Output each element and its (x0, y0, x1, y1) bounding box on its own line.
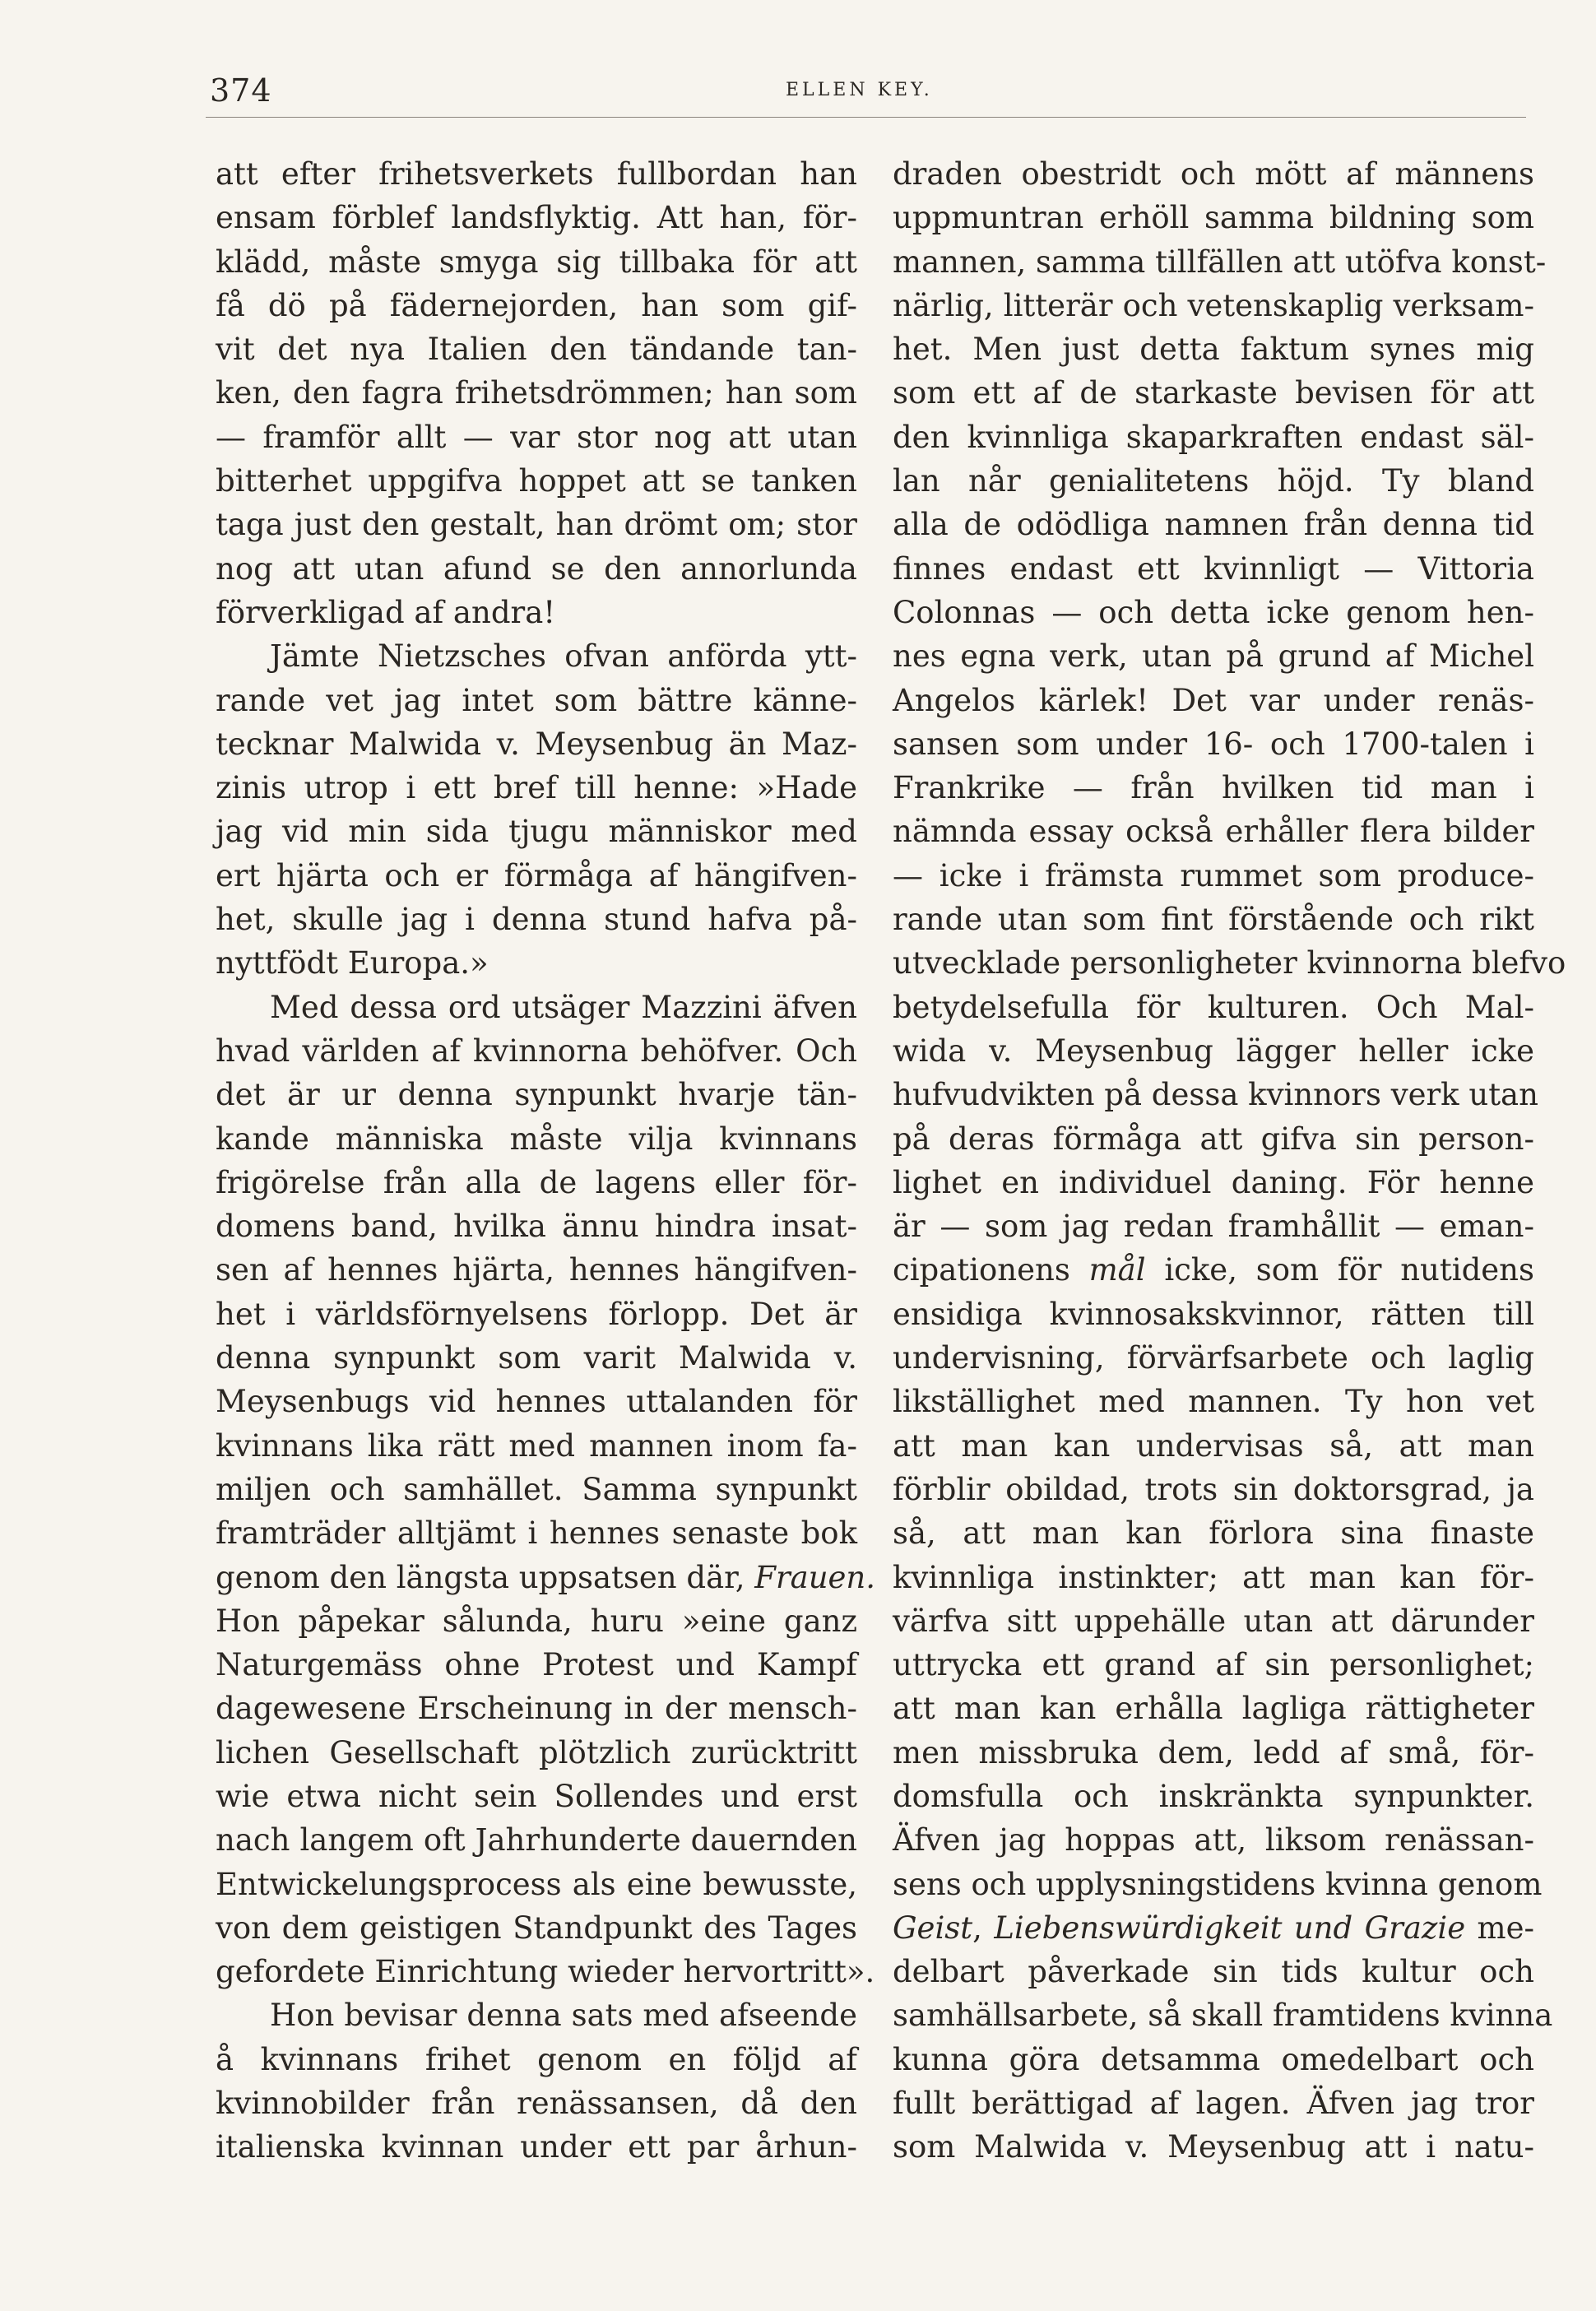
text-line (216, 1775, 857, 1818)
text-line (893, 1863, 1543, 1906)
text-line (216, 1906, 857, 1950)
text-line (216, 1468, 857, 1511)
text-segment: mannen, samma tillfällen att utöfva konst- (893, 244, 1547, 280)
text-segment: värfva sitt uppehälle utan att därunder (893, 1603, 1534, 1639)
text-segment: undervisning, förvärfsarbete och laglig (893, 1340, 1534, 1376)
text-line (216, 1556, 876, 1599)
text-line (893, 1336, 1534, 1380)
text-line (216, 1511, 857, 1555)
text-line (893, 1556, 1534, 1599)
italic-text: Liebenswürdigkeit und Grazie (994, 1910, 1466, 1946)
text-line (893, 986, 1534, 1029)
text-line (216, 1117, 857, 1161)
text-line (216, 1336, 857, 1380)
italic-text: Frauen. (754, 1559, 876, 1595)
text-line (216, 503, 857, 546)
text-line (893, 415, 1534, 459)
text-segment: denna synpunkt som varit Malwida v. (216, 1340, 857, 1376)
text-segment: Med dessa ord utsäger Mazzini äfven (270, 989, 857, 1025)
text-segment: betydelsefulla för kulturen. Och Mal- (893, 989, 1534, 1025)
text-segment: få dö på fädernejorden, han som gif- (216, 287, 857, 323)
left-column (216, 152, 876, 2169)
text-line (216, 941, 857, 985)
text-segment: utvecklade personligheter kvinnorna blefvo (893, 945, 1566, 981)
text-line (893, 1292, 1534, 1336)
text-segment: att efter frihetsverkets fullbordan han (216, 156, 857, 192)
text-segment: wida v. Meysenbug lägger heller icke (893, 1033, 1534, 1069)
text-line (216, 1292, 857, 1336)
text-line (216, 986, 857, 1029)
text-segment: ken, den fagra frihetsdrömmen; han som (216, 375, 857, 411)
text-segment: Entwickelungsprocess als eine bewusste, (216, 1866, 857, 1902)
text-line (893, 1424, 1534, 1468)
text-segment: förverkligad af andra! (216, 594, 556, 630)
text-line (893, 327, 1534, 371)
italic-text: Geist (893, 1910, 973, 1946)
text-line (893, 1993, 1553, 2037)
text-segment: så, att man kan förlora sina finaste (893, 1515, 1534, 1552)
text-segment: het. Men just detta faktum synes mig (893, 332, 1534, 368)
text-line (893, 679, 1534, 722)
text-segment: närlig, litterär och vetenskaplig verksam- (893, 287, 1534, 323)
text-segment: Hon påpekar sålunda, huru »eine ganz (216, 1603, 857, 1639)
text-segment: Colonnas — och detta icke genom hen- (893, 594, 1534, 630)
text-segment: hvad världen af kvinnorna behöfver. Och (216, 1033, 857, 1069)
text-segment: alla de odödliga namnen från denna tid (893, 507, 1534, 543)
text-segment: sen af hennes hjärta, hennes hängifven- (216, 1252, 857, 1288)
text-segment: klädd, måste smyga sig tillbaka för att (216, 244, 857, 280)
text-line (216, 1687, 857, 1730)
text-line (893, 1380, 1534, 1423)
text-segment: taga just den gestalt, han drömt om; stor (216, 507, 857, 543)
text-line (216, 2038, 857, 2081)
text-segment: Meysenbugs vid hennes uttalanden för (216, 1384, 857, 1420)
text-segment: Frankrike — från hvilken tid man i (893, 770, 1534, 806)
text-line (216, 1643, 857, 1687)
text-line (893, 1029, 1534, 1073)
text-line (893, 371, 1534, 415)
text-segment: sansen som under 16- och 1700-talen i (893, 726, 1534, 762)
text-line (893, 1599, 1534, 1643)
text-segment: kvinnobilder från renässansen, då den (216, 2086, 857, 2122)
text-line (216, 327, 857, 371)
text-segment: dagewesene Erscheinung in der mensch- (216, 1691, 857, 1727)
text-line (216, 2081, 857, 2125)
text-line (893, 152, 1534, 196)
text-segment: lan når genialitetens höjd. Ty bland (893, 463, 1534, 499)
text-line (893, 941, 1566, 985)
text-segment: fullt berättigad af lagen. Äfven jag tror (893, 2086, 1534, 2122)
text-line (216, 1993, 857, 2037)
text-segment: icke, som för nutidens (1145, 1252, 1534, 1288)
text-line (216, 1161, 857, 1204)
text-line (893, 459, 1534, 503)
text-line (893, 591, 1534, 634)
text-line (216, 1818, 857, 1862)
text-line (893, 1161, 1534, 1204)
text-segment: ert hjärta och er förmåga af hängifven- (216, 857, 857, 893)
text-line (893, 2125, 1534, 2169)
text-segment: von dem geistigen Standpunkt des Tages (216, 1910, 857, 1946)
text-segment: tecknar Malwida v. Meysenbug än Maz- (216, 726, 857, 762)
text-line (216, 766, 857, 810)
text-segment: jag vid min sida tjugu människor med (216, 814, 857, 850)
text-segment: kvinnans lika rätt med mannen inom fa- (216, 1427, 857, 1464)
text-line (216, 810, 857, 853)
text-line (893, 898, 1534, 941)
text-segment: sens och upplysningstidens kvinna genom (893, 1866, 1543, 1902)
text-line (893, 1775, 1534, 1818)
right-column (893, 152, 1566, 2169)
text-line (216, 284, 857, 327)
text-segment: ensidiga kvinnosakskvinnor, rätten till (893, 1296, 1534, 1332)
text-segment: förblir obildad, trots sin doktorsgrad, ja (893, 1471, 1534, 1507)
text-segment: hufvudvikten på dessa kvinnors verk utan (893, 1077, 1538, 1113)
text-segment: lighet en individuel daning. För henne (893, 1164, 1534, 1200)
text-segment: likställighet med mannen. Ty hon vet (893, 1384, 1534, 1420)
text-line (893, 1643, 1534, 1687)
text-segment: att man kan erhålla lagliga rättigheter (893, 1691, 1534, 1727)
text-segment: den kvinnliga skaparkraften endast säl- (893, 419, 1534, 455)
text-segment: kvinnliga instinkter; att man kan för- (893, 1559, 1534, 1595)
text-line (893, 1818, 1534, 1862)
text-segment: vit det nya Italien den tändande tan- (216, 332, 857, 368)
text-line (216, 547, 857, 591)
text-segment: Äfven jag hoppas att, liksom renässan- (893, 1822, 1534, 1859)
text-line (893, 634, 1534, 678)
text-line (216, 1380, 857, 1423)
text-segment: kande människa måste vilja kvinnans (216, 1121, 857, 1157)
text-segment: uppmuntran erhöll samma bildning som (893, 200, 1534, 236)
text-line (216, 240, 857, 284)
text-line (893, 1468, 1534, 1511)
text-segment: nämnda essay också erhåller flera bilder (893, 814, 1534, 850)
text-segment: å kvinnans frihet genom en följd af (216, 2041, 857, 2077)
page-number: 374 (210, 72, 272, 109)
text-segment: italienska kvinnan under ett par århun- (216, 2129, 857, 2165)
text-segment: ensam förblef landsflyktig. Att han, för- (216, 200, 857, 236)
text-line (216, 1599, 857, 1643)
text-segment: nes egna verk, utan på grund af Michel (893, 638, 1534, 675)
text-segment: men missbruka dem, ledd af små, för- (893, 1734, 1534, 1770)
text-segment: nyttfödt Europa.» (216, 945, 489, 981)
text-segment: domens band, hvilka ännu hindra insat- (216, 1209, 857, 1245)
text-segment: het i världsförnyelsens förlopp. Det är (216, 1296, 857, 1332)
text-segment: som Malwida v. Meysenbug att i natu- (893, 2129, 1534, 2165)
text-line (893, 1511, 1534, 1555)
text-segment: Angelos kärlek! Det var under renäs- (893, 682, 1534, 718)
text-line (216, 1424, 857, 1468)
text-segment: att man kan undervisas så, att man (893, 1427, 1534, 1464)
text-line (893, 1248, 1534, 1292)
text-segment: samhällsarbete, så skall framtidens kvinna (893, 1998, 1553, 2034)
text-segment: uttrycka ett grand af sin personlighet; (893, 1647, 1534, 1683)
text-segment: cipationens (893, 1252, 1089, 1288)
text-line (893, 766, 1534, 810)
text-line (893, 810, 1534, 853)
text-segment: på deras förmåga att gifva sin person- (893, 1121, 1534, 1157)
text-line (216, 415, 857, 459)
text-segment: framträder alltjämt i hennes senaste bok (216, 1515, 857, 1552)
text-segment: det är ur denna synpunkt hvarje tän- (216, 1077, 857, 1113)
text-line (893, 854, 1534, 898)
text-line (893, 240, 1547, 284)
running-head: ELLEN KEY. (786, 80, 933, 100)
text-line (216, 1204, 857, 1248)
text-line (893, 2038, 1534, 2081)
text-line (216, 591, 857, 634)
text-segment: , (972, 1910, 995, 1946)
text-line (216, 459, 857, 503)
header-rule (206, 117, 1526, 118)
text-segment: delbart påverkade sin tids kultur och (893, 1954, 1534, 1990)
text-segment: rande utan som fint förstående och rikt (893, 902, 1534, 938)
text-line (893, 1687, 1534, 1730)
text-segment: lichen Gesellschaft plötzlich zurücktritt (216, 1734, 857, 1770)
text-line (216, 898, 857, 941)
text-line (216, 722, 857, 766)
text-segment: wie etwa nicht sein Sollendes und erst (216, 1778, 857, 1814)
text-line (216, 634, 857, 678)
text-segment: finnes endast ett kvinnligt — Vittoria (893, 550, 1534, 587)
text-line (216, 152, 857, 196)
text-segment: zinis utrop i ett bref till henne: »Hade (216, 770, 857, 806)
text-line (893, 722, 1534, 766)
text-segment: draden obestridt och mött af männens (893, 156, 1534, 192)
text-line (893, 503, 1534, 546)
text-line (893, 1731, 1534, 1775)
text-line (216, 196, 857, 239)
text-segment: genom den längsta uppsatsen där, (216, 1559, 755, 1595)
text-line (216, 1248, 857, 1292)
text-segment: domsfulla och inskränkta synpunkter. (893, 1778, 1534, 1814)
text-segment: — framför allt — var stor nog att utan (216, 419, 857, 455)
text-segment: Hon bevisar denna sats med afseende (270, 1998, 857, 2034)
text-segment: kunna göra detsamma omedelbart och (893, 2041, 1534, 2077)
text-segment: som ett af de starkaste bevisen för att (893, 375, 1534, 411)
text-segment: miljen och samhället. Samma synpunkt (216, 1471, 857, 1507)
text-segment: me- (1465, 1910, 1534, 1946)
text-segment: är — som jag redan framhållit — eman- (893, 1209, 1534, 1245)
text-line (216, 1950, 875, 1993)
text-segment: nach langem oft Jahrhunderte dauernden (216, 1822, 857, 1859)
text-line (216, 1073, 857, 1116)
text-segment: frigörelse från alla de lagens eller för- (216, 1164, 857, 1200)
text-segment: het, skulle jag i denna stund hafva på- (216, 902, 857, 938)
text-line (893, 1117, 1534, 1161)
text-line (893, 1073, 1538, 1116)
text-line (216, 1029, 857, 1073)
text-segment: Jämte Nietzsches ofvan anförda ytt- (270, 638, 857, 675)
text-line (216, 371, 857, 415)
text-segment: Naturgemäss ohne Protest und Kampf (216, 1647, 857, 1683)
text-line (216, 854, 857, 898)
text-segment: nog att utan afund se den annorlunda (216, 550, 857, 587)
text-line (893, 284, 1534, 327)
text-segment: bitterhet uppgifva hoppet att se tanken (216, 463, 857, 499)
text-line (216, 1731, 857, 1775)
text-line (893, 1906, 1534, 1950)
italic-text: mål (1088, 1252, 1146, 1288)
text-line (893, 1950, 1534, 1993)
text-line (893, 1204, 1534, 1248)
text-line (216, 2125, 857, 2169)
text-line (893, 196, 1534, 239)
text-line (216, 679, 857, 722)
text-segment: — icke i främsta rummet som produce- (893, 857, 1534, 893)
text-line (893, 2081, 1534, 2125)
text-segment: rande vet jag intet som bättre känne- (216, 682, 857, 718)
text-segment: gefordete Einrichtung wieder hervortritt». (216, 1954, 875, 1990)
text-line (216, 1863, 857, 1906)
text-line (893, 547, 1534, 591)
